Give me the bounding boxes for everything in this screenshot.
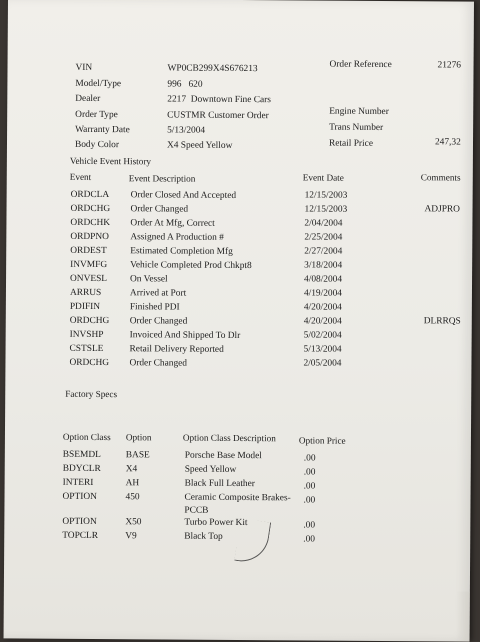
spec-option-class: OPTION xyxy=(62,491,97,503)
history-event-code: ARRUS xyxy=(69,287,102,299)
history-event-comment: DLRRQS xyxy=(423,316,461,327)
history-header-description: Event Description xyxy=(128,173,196,184)
specs-header-price: Option Price xyxy=(298,435,346,446)
history-event-description: Order Closed And Accepted xyxy=(130,190,237,201)
history-event-description: Order Changed xyxy=(130,204,189,215)
spec-option-class: INTERI xyxy=(62,477,94,488)
history-event-code: ORDEST xyxy=(70,245,107,257)
retail-value: 247,32 xyxy=(434,137,461,148)
history-event-date: 2/04/2004 xyxy=(304,218,343,229)
spec-option-description: Speed Yellow xyxy=(184,464,237,475)
spec-option-description: Black Full Leather xyxy=(184,478,255,490)
engine-label: Engine Number xyxy=(329,106,389,118)
history-event-date: 12/15/2003 xyxy=(304,190,348,201)
history-event-code: ORDCHG xyxy=(70,203,111,215)
order-ref-label: Order Reference xyxy=(329,59,392,71)
body-color-value: X4 Speed Yellow xyxy=(166,140,233,151)
spec-option-code: AH xyxy=(125,478,140,489)
spec-option-class: OPTION xyxy=(62,516,97,528)
spec-option-class: BDYCLR xyxy=(62,463,101,475)
order-ref-value: 21276 xyxy=(437,60,462,71)
history-event-description: Vehicle Completed Prod Chkpt8 xyxy=(130,260,252,272)
history-event-description: Arrived at Port xyxy=(129,288,187,299)
spec-option-price: .00 xyxy=(303,534,315,545)
spec-option-price: .00 xyxy=(303,495,316,506)
history-event-date: 12/15/2003 xyxy=(304,204,348,215)
history-event-date: 2/25/2004 xyxy=(304,232,343,243)
spec-option-code: X50 xyxy=(125,517,142,528)
vin-label: VIN xyxy=(75,62,93,73)
specs-header-class: Option Class xyxy=(62,431,111,443)
history-event-date: 4/20/2004 xyxy=(303,302,342,313)
history-event-date: 4/08/2004 xyxy=(304,274,343,285)
history-header-event: Event xyxy=(69,171,92,182)
order-type-label: Order Type xyxy=(75,109,118,121)
history-event-date: 4/20/2004 xyxy=(303,316,342,327)
history-event-description: Finished PDI xyxy=(129,302,180,313)
history-event-description: Estimated Completion Mfg xyxy=(130,246,233,257)
order-type-value: CUSTMR Customer Order xyxy=(167,110,269,122)
history-event-code: ORDCHG xyxy=(69,315,110,327)
history-event-code: ORDCHG xyxy=(69,357,110,369)
history-event-date: 4/19/2004 xyxy=(303,288,343,299)
dealer-value: 2217 Downtown Fine Cars xyxy=(167,94,271,106)
specs-header-option: Option xyxy=(125,432,152,443)
history-event-date: 5/02/2004 xyxy=(303,330,342,341)
history-event-description: Order Changed xyxy=(129,316,188,327)
history-event-code: PDIFIN xyxy=(69,301,101,313)
spec-option-description-cont: PCCB xyxy=(184,505,209,516)
history-event-code: INVMFG xyxy=(70,259,108,271)
page-curl xyxy=(456,592,474,642)
retail-label: Retail Price xyxy=(328,138,374,149)
history-event-code: ONVESL xyxy=(70,273,108,285)
trans-label: Trans Number xyxy=(329,122,384,133)
spec-option-description: Ceramic Composite Brakes- xyxy=(184,492,291,504)
dealer-label: Dealer xyxy=(75,93,101,105)
specs-title: Factory Specs xyxy=(65,388,118,400)
spec-option-price: .00 xyxy=(303,467,316,478)
pen-mark xyxy=(234,518,271,565)
vin-value: WP0CB299X4S676213 xyxy=(167,63,258,75)
spec-option-price: .00 xyxy=(303,520,316,531)
history-event-code: ORDCLA xyxy=(70,189,110,201)
spec-option-description: Black Top xyxy=(184,531,223,542)
spec-option-code: X4 xyxy=(125,464,138,475)
model-label: Model/Type xyxy=(75,78,122,90)
history-event-description: Assigned A Production # xyxy=(130,232,224,243)
spec-option-code: BASE xyxy=(125,450,150,461)
history-event-description: Order At Mfg, Correct xyxy=(130,218,215,229)
history-event-description: Retail Delivery Reported xyxy=(129,344,224,355)
spec-option-price: .00 xyxy=(303,481,316,492)
warranty-label: Warranty Date xyxy=(75,124,130,136)
spec-option-price: .00 xyxy=(303,453,316,464)
history-event-description: Order Changed xyxy=(129,358,188,369)
warranty-value: 5/13/2004 xyxy=(167,125,206,136)
body-color-label: Body Color xyxy=(74,139,120,151)
history-title: Vehicle Event History xyxy=(69,155,152,167)
history-event-date: 2/05/2004 xyxy=(303,358,342,369)
history-event-code: CSTSLE xyxy=(69,343,104,355)
history-event-code: ORDPNO xyxy=(70,231,109,243)
history-header-comments: Comments xyxy=(420,172,461,183)
document-page xyxy=(4,0,474,642)
history-event-date: 5/13/2004 xyxy=(303,344,342,355)
history-event-code: INVSHP xyxy=(69,329,104,341)
model-value: 996 620 xyxy=(167,79,203,90)
spec-option-description: Porsche Base Model xyxy=(184,450,262,462)
spec-option-code: 450 xyxy=(125,492,140,503)
specs-header-desc: Option Class Description xyxy=(182,432,276,444)
history-event-description: On Vessel xyxy=(130,274,168,285)
history-event-comment: ADJPRO xyxy=(424,204,461,215)
history-header-date: Event Date xyxy=(302,172,344,183)
history-event-date: 3/18/2004 xyxy=(304,260,343,271)
history-event-date: 2/27/2004 xyxy=(304,246,343,257)
history-event-code: ORDCHK xyxy=(70,217,111,229)
spec-option-description: Turbo Power Kit xyxy=(184,517,248,529)
history-event-description: Invoiced And Shipped To Dlr xyxy=(129,330,241,342)
spec-option-code: V9 xyxy=(125,531,137,542)
spec-option-class: BSEMDL xyxy=(62,449,101,461)
spec-option-class: TOPCLR xyxy=(62,530,99,542)
